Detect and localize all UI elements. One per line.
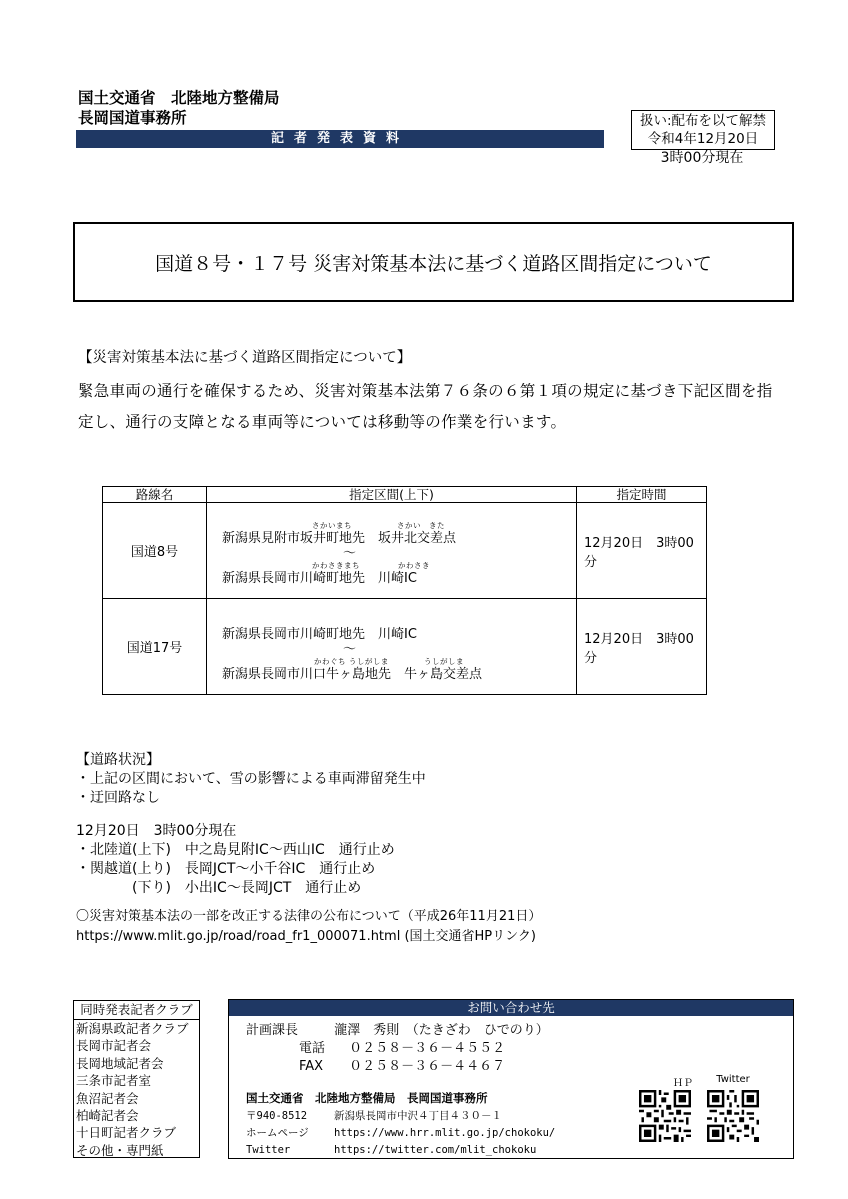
expressway-status <box>76 822 395 898</box>
road-status-heading: 【道路状況】 <box>76 752 160 768</box>
page-title: 国道８号・１７号 災害対策基本法に基づく道路区間指定について <box>155 252 712 275</box>
qr-twitter-label: Twitter <box>716 1074 750 1085</box>
tel-number: ０２５８－３６－４５５２ <box>349 1041 506 1056</box>
road-status <box>76 751 426 808</box>
column-header: 路線名 <box>103 487 207 503</box>
reference-block <box>76 907 541 947</box>
ruby-annotation: かわさき <box>398 560 430 570</box>
table-header-row <box>103 487 707 503</box>
tel-label: 電話 <box>299 1041 326 1056</box>
ruby-annotation: かわぐち うしがしま <box>314 656 389 666</box>
list-item: 長岡市記者会 <box>76 1038 152 1054</box>
list-item: 柏崎記者会 <box>76 1108 139 1124</box>
list-item: 十日町記者クラブ <box>76 1125 177 1141</box>
contact-person <box>246 1022 549 1040</box>
range-tilde: ～ <box>342 545 356 561</box>
issuer-office: 長岡国道事務所 <box>78 109 187 127</box>
section-from <box>222 513 575 549</box>
section-start: 新潟県見附市坂井町地先 坂井北交差点 <box>222 530 457 546</box>
section-cell <box>207 599 577 695</box>
fax-number: ０２５８－３６－４４６７ <box>349 1059 506 1074</box>
section-from <box>222 609 575 645</box>
time-cell: 12月20日 3時00分 <box>577 503 707 599</box>
ruby-annotation: さかい きた <box>397 520 445 530</box>
designated-sections-table <box>102 486 707 695</box>
qr-hp-label: ＨＰ <box>673 1078 693 1089</box>
section-to <box>222 561 575 589</box>
as-of-time: 3時00分現在 <box>660 150 744 166</box>
twitter-qr-code[interactable] <box>707 1090 759 1142</box>
column-header: 指定区間(上下) <box>207 487 577 503</box>
list-item: ・関越道(上り) 長岡JCT～小千谷IC 通行止め <box>76 861 376 877</box>
embargo-box <box>631 110 775 150</box>
embargo-date: 令和4年12月20日 <box>647 131 759 147</box>
ruby-annotation: さかいまち <box>312 520 352 530</box>
list-item: その他・専門紙 <box>76 1142 164 1158</box>
section-start: 新潟県長岡市川崎町地先 川崎IC <box>222 626 417 642</box>
list-item: (下り) 小出IC～長岡JCT 通行止め <box>76 880 362 896</box>
range-tilde: ～ <box>342 641 356 657</box>
contact-title: 計画課長 <box>246 1023 299 1038</box>
table-row <box>103 599 707 695</box>
twitter-link[interactable]: https://twitter.com/mlit_chokoku <box>334 1144 537 1156</box>
hp-qr-code[interactable] <box>639 1090 691 1142</box>
route-cell: 国道17号 <box>103 599 207 695</box>
twitter-label: Twitter <box>246 1144 291 1156</box>
list-item: 魚沼記者会 <box>76 1090 139 1106</box>
expressway-as-of: 12月20日 3時00分現在 <box>76 823 237 839</box>
body-line: 定し、通行の支障となる車両等については移動等の作業を行います。 <box>78 413 567 431</box>
press-clubs-heading: 同時発表記者クラブ <box>74 1001 199 1020</box>
route-cell: 国道8号 <box>103 503 207 599</box>
list-item: 新潟県政記者クラブ <box>76 1021 189 1036</box>
list-item: ・北陸道(上下) 中之島見附IC～西山IC 通行止め <box>76 842 395 858</box>
section-heading: 【災害対策基本法に基づく道路区間指定について】 <box>78 350 412 366</box>
inquiry-heading: お問い合わせ先 <box>229 1000 793 1016</box>
hp-link[interactable]: https://www.hrr.mlit.go.jp/chokoku/ <box>334 1127 556 1139</box>
office-address: 新潟県長岡市中沢４丁目４３０－１ <box>334 1110 502 1122</box>
press-clubs-list <box>74 1020 199 1159</box>
list-item: ・上記の区間において、雪の影響による車両滞留発生中 <box>76 771 426 787</box>
contact-phone <box>299 1040 505 1058</box>
issuer-ministry: 国土交通省 北陸地方整備局 <box>78 89 280 107</box>
section-body <box>78 376 778 438</box>
section-cell <box>207 503 577 599</box>
title-box <box>73 222 794 302</box>
office-name: 国土交通省 北陸地方整備局 長岡国道事務所 <box>246 1091 488 1105</box>
reference-link[interactable]: https://www.mlit.go.jp/road/road_fr1_000071.html (国土交通省HPリンク) <box>76 929 536 944</box>
time-cell: 12月20日 3時00分 <box>577 599 707 695</box>
press-clubs-box <box>73 1000 200 1158</box>
issuer-block <box>78 88 280 128</box>
contact-name: 瀧澤 秀則 （たきざわ ひでのり） <box>334 1023 549 1038</box>
ruby-annotation: うしがしま <box>424 656 464 666</box>
contact-fax <box>299 1058 505 1076</box>
section-end: 新潟県長岡市川崎町地先 川崎IC <box>222 570 417 586</box>
office-details <box>246 1108 555 1159</box>
press-release-band: 記者発表資料 <box>76 130 604 148</box>
body-line: 緊急車両の通行を確保するため、災害対策基本法第７６条の６第１項の規定に基づき下記区間を指 <box>78 382 773 400</box>
section-end: 新潟県長岡市川口牛ヶ島地先 牛ヶ島交差点 <box>222 666 483 682</box>
fax-label: FAX <box>299 1059 324 1074</box>
list-item: 三条市記者室 <box>76 1073 152 1089</box>
postal-code: 〒940-8512 <box>246 1110 308 1122</box>
hp-label: ホームページ <box>246 1127 309 1139</box>
list-item: ・迂回路なし <box>76 790 160 806</box>
list-item: 長岡地域記者会 <box>76 1055 164 1071</box>
inquiry-box <box>228 999 794 1159</box>
reference-title: 〇災害対策基本法の一部を改正する法律の公布について（平成26年11月21日） <box>76 909 542 924</box>
embargo-note: 扱い:配布を以て解禁 <box>639 113 767 129</box>
ruby-annotation: かわさきまち <box>312 560 360 570</box>
section-to <box>222 657 575 685</box>
column-header: 指定時間 <box>577 487 707 503</box>
table-row <box>103 503 707 599</box>
